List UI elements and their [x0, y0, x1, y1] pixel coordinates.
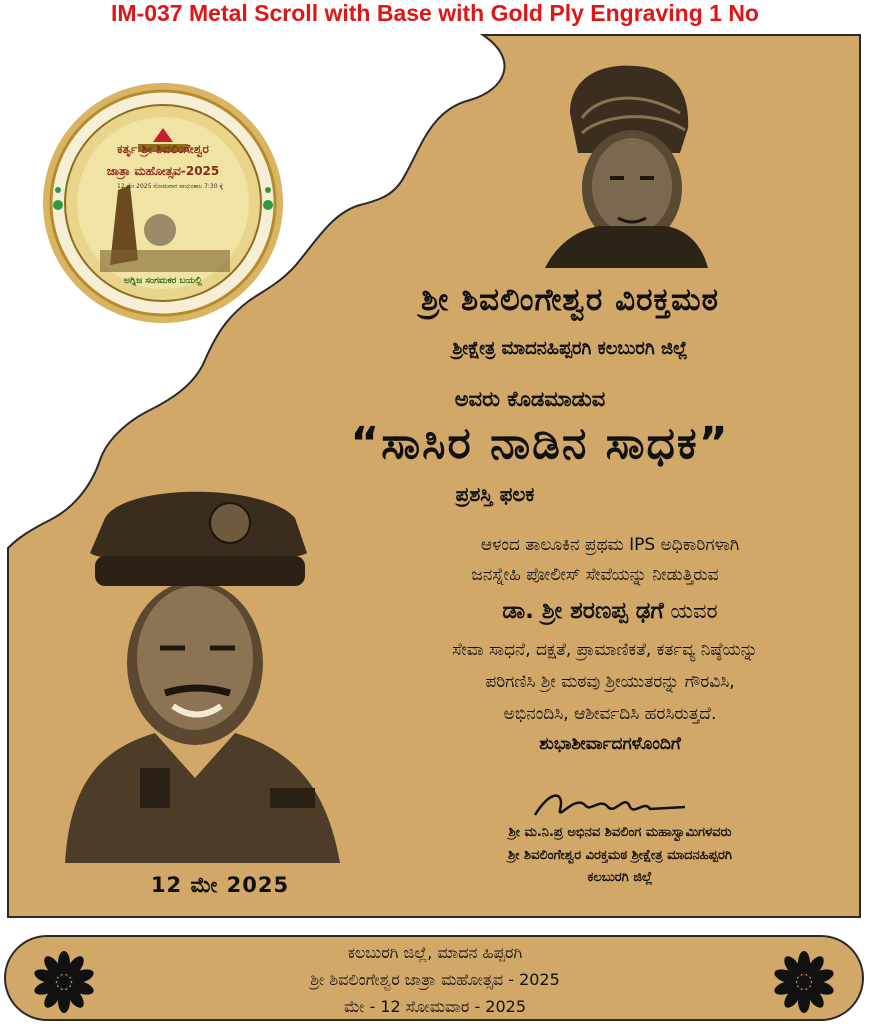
plaque-date: 12 ಮೇ 2025	[150, 873, 290, 897]
flower-icon	[772, 950, 836, 1014]
product-title: IM-037 Metal Scroll with Base with Gold Ply Engraving 1 No	[111, 0, 759, 26]
seal-badge-icon	[40, 80, 286, 326]
signature-icon	[530, 785, 690, 825]
presents-line: ಅವರು ಕೊಡಮಾಡುವ	[454, 387, 606, 411]
swamiji-portrait-icon	[540, 58, 710, 268]
officer-portrait-icon	[45, 478, 345, 863]
citation-line-1: ಆಳಂದ ತಾಲೂಕಿನ ಪ್ರಥಮ IPS ಅಧಿಕಾರಿಗಳಾಗಿ	[480, 535, 740, 555]
citation-line-2: ಜನಸ್ನೇಹಿ ಪೋಲೀಸ್ ಸೇವೆಯನ್ನು ನೀಡುತ್ತಿರುವ	[471, 565, 719, 585]
base-line-3: ಮೇ - 12 ಸೋಮವಾರ - 2025	[343, 997, 527, 1016]
badge-top-text: ಕರ್ತೃ ಶ್ರೀ ಶಿವಲಿಂಗೇಶ್ವರ	[117, 142, 209, 156]
award-name: “ಸಾಸಿರ ನಾಡಿನ ಸಾಧಕ”	[350, 418, 730, 469]
blessing-line: ಶುಭಾಶೀರ್ವಾದಗಳೊಂದಿಗೆ	[539, 734, 681, 754]
base-line-1: ಕಲಬುರಗಿ ಜಿಲ್ಲೆ, ಮಾದನ ಹಿಪ್ಪರಗಿ	[347, 943, 523, 962]
math-location: ಶ್ರೀಕ್ಷೇತ್ರ ಮಾದನಹಿಪ್ಪರಗಿ ಕಲಬುರಗಿ ಜಿಲ್ಲೆ	[452, 338, 688, 359]
flower-icon	[32, 950, 96, 1014]
badge-date-text: 12 ಮೇ 2025 ಸೋಮವಾರ ಸಾಯಂಕಾಲ 7:30 ಕ್ಕೆ	[117, 183, 223, 190]
badge-middle-text: ಜಾತ್ರಾ ಮಹೋತ್ಸವ-2025	[106, 164, 220, 178]
citation-line-5: ಅಭಿನಂದಿಸಿ, ಆಶೀರ್ವದಿಸಿ ಹರಸಿರುತ್ತದೆ.	[503, 704, 717, 724]
math-title: ಶ್ರೀ ಶಿವಲಿಂಗೇಶ್ವರ ವಿರಕ್ತಮಠ	[421, 282, 719, 318]
signatory-line-2: ಶ್ರೀ ಶಿವಲಿಂಗೇಶ್ವರ ವಿರಕ್ತಮಠ ಶ್ರೀಕ್ಷೇತ್ರ ಮಾದನಹಿಪ್ಪರಗಿ	[508, 848, 732, 863]
award-type: ಪ್ರಶಸ್ತಿ ಫಲಕ	[455, 482, 535, 506]
base-line-2: ಶ್ರೀ ಶಿವಲಿಂಗೇಶ್ವರ ಜಾತ್ರಾ ಮಹೋತ್ಸವ - 2025	[310, 970, 560, 989]
recipient-suffix: ಯವರ	[670, 599, 718, 623]
signatory-line-3: ಕಲಬುರಗಿ ಜಿಲ್ಲೆ	[587, 870, 653, 885]
citation-line-4: ಪರಿಗಣಿಸಿ ಶ್ರೀ ಮಠವು ಶ್ರೀಯುತರನ್ನು ಗೌರವಿಸಿ,	[485, 672, 735, 692]
citation-line-3: ಸೇವಾ ಸಾಧನೆ, ದಕ್ಷತೆ, ಪ್ರಾಮಾಣಿಕತೆ, ಕರ್ತವ್ಯ ನಿಷ್ಠೆಯನ್ನು	[452, 640, 758, 660]
badge-bottom-text: ಅಗ್ನಿಜ ಸಂಗಮಕರ ಬಯಲ್ಲಿ	[124, 276, 202, 286]
recipient-line	[420, 598, 800, 624]
recipient-name: ಡಾ. ಶ್ರೀ ಶರಣಪ್ಪ ಢಗೆ	[502, 598, 664, 624]
signatory-line-1: ಶ್ರೀ ಮ.ನಿ.ಪ್ರ ಅಭಿನವ ಶಿವಲಿಂಗ ಮಹಾಸ್ವಾಮಿಗಳವರು	[508, 825, 732, 840]
